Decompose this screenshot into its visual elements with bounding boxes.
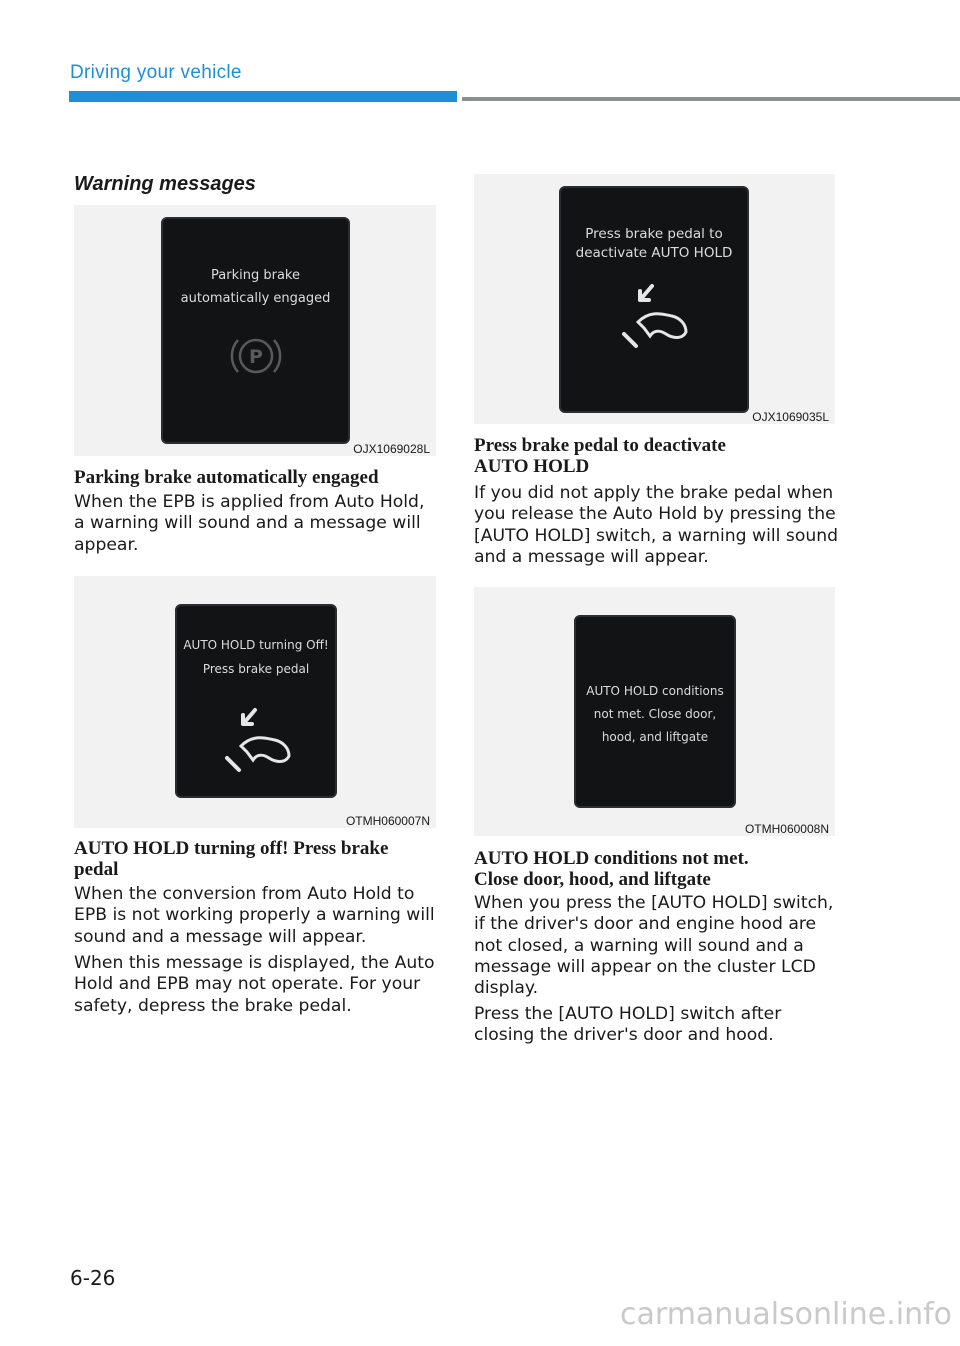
subsection-title: Parking brake automatically engaged: [74, 467, 379, 488]
brake-pedal-foot-icon: [219, 704, 299, 774]
subsection-title-line: Press brake pedal to deactivate: [474, 435, 726, 456]
header-divider-line: [462, 97, 960, 101]
display-message-line: Parking brake: [211, 268, 300, 283]
display-message-line: automatically engaged: [180, 291, 331, 306]
brake-pedal-foot-icon: [616, 280, 696, 350]
display-message-line: not met. Close door,: [593, 707, 717, 721]
paragraph: When you press the [AUTO HOLD] switch, if the driver's door and engine hood are not closed, a warning will sound and a message will appear on the cluster LCD display.: [474, 893, 834, 999]
svg-text:P: P: [249, 346, 263, 368]
figure-auto-hold-off: [74, 576, 436, 828]
display-message-line: Press brake pedal to: [585, 226, 723, 242]
figure-code: OTMH060008N: [744, 822, 829, 836]
subsection-title: [74, 838, 388, 880]
paragraph: When this message is displayed, the Auto Hold and EPB may not operate. For your safety, depress the brake pedal.: [74, 953, 435, 1016]
display-message-line: Press brake pedal: [202, 662, 310, 676]
paragraph: If you did not apply the brake pedal when you release the Auto Hold by pressing the [AUTO HOLD] switch, a warning will sound and a message will appear.: [474, 483, 839, 567]
watermark: carmanualsonline.info: [620, 1297, 952, 1332]
paragraph: When the conversion from Auto Hold to EPB is not working properly a warning will sound and a message will appear.: [74, 884, 435, 947]
cluster-display: [559, 186, 749, 413]
cluster-display: [161, 217, 350, 444]
subsection-title: [474, 848, 749, 890]
page-number: 6-26: [70, 1266, 116, 1290]
section-heading: Warning messages: [74, 173, 256, 195]
display-message-line: AUTO HOLD conditions: [586, 684, 724, 698]
header-accent-bar: [69, 91, 457, 102]
page-header-title: Driving your vehicle: [70, 62, 242, 83]
figure-code: OJX1069028L: [353, 442, 430, 456]
paragraph: When the EPB is applied from Auto Hold, a warning will sound and a message will appear.: [74, 492, 425, 555]
subsection-title-line: AUTO HOLD conditions not met.: [474, 848, 749, 869]
display-message-line: AUTO HOLD turning Off!: [183, 638, 329, 652]
cluster-display: [175, 604, 337, 798]
figure-press-brake-deactivate: [474, 174, 835, 424]
subsection-title: [474, 435, 726, 477]
subsection-title-line: Close door, hood, and liftgate: [474, 869, 711, 890]
subsection-title-line: AUTO HOLD turning off! Press brake: [74, 838, 389, 859]
figure-parking-brake: [74, 205, 436, 456]
parking-brake-icon: [226, 331, 286, 381]
display-message-line: deactivate AUTO HOLD: [575, 245, 733, 261]
figure-conditions-not-met: [474, 587, 835, 836]
subsection-title-line: pedal: [74, 859, 119, 880]
figure-code: OTMH060007N: [345, 814, 430, 828]
display-message-line: hood, and liftgate: [601, 730, 709, 744]
paragraph: Press the [AUTO HOLD] switch after closing the driver's door and hood.: [474, 1004, 782, 1046]
cluster-display: [574, 615, 736, 808]
subsection-title-line: AUTO HOLD: [474, 456, 590, 477]
figure-code: OJX1069035L: [752, 410, 829, 424]
